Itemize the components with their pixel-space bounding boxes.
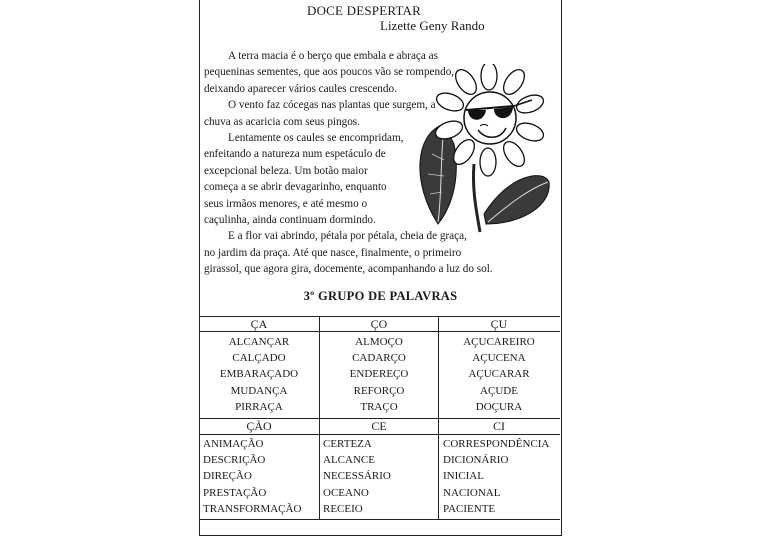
text-line: deixando aparecer vários caules crescendo.	[204, 82, 397, 95]
list-item: DESCRIÇÃO	[203, 454, 266, 467]
list-item: TRANSFORMAÇÃO	[203, 502, 302, 515]
story-author: Lizette Geny Rando	[380, 18, 485, 33]
list-item: AÇUCAREIRO	[463, 336, 535, 348]
sunflower-with-sunglasses-icon	[414, 64, 554, 234]
text-line: A terra macia é o berço que embala e abraça as	[228, 50, 438, 62]
text-line: caçulinha, ainda continuam dormindo.	[204, 214, 376, 227]
list-item: DICIONÁRIO	[443, 454, 509, 467]
column-header: ÇU	[490, 317, 508, 331]
text-line: girassol, que agora gira, docemente, acompanhando a luz do sol.	[204, 263, 493, 276]
list-item: PRESTAÇÃO	[203, 486, 267, 499]
list-item: ALMOÇO	[355, 336, 403, 348]
list-item: DIREÇÃO	[203, 470, 252, 483]
list-item: CALÇADO	[232, 352, 286, 365]
text-line: seus irmãos menores, e até mesmo o	[204, 197, 368, 210]
list-item: RECEIO	[323, 502, 363, 515]
list-item: NECESSÁRIO	[323, 470, 391, 483]
word-list	[440, 436, 558, 517]
list-item: INICIAL	[443, 470, 484, 483]
word-list	[320, 436, 438, 517]
list-item: MUDANÇA	[230, 384, 288, 397]
text-line: O vento faz cócegas nas plantas que surgem, a	[228, 99, 436, 112]
text-line: excepcional beleza. Um botão maior	[204, 164, 368, 177]
word-list	[200, 334, 318, 415]
list-item: TRAÇO	[360, 400, 398, 413]
column-header: ÇÃO	[246, 419, 272, 433]
column-header: ÇO	[370, 317, 388, 331]
worksheet-page	[199, 0, 562, 536]
list-item: AÇUCARAR	[468, 368, 530, 381]
list-item: CERTEZA	[323, 438, 372, 450]
text-line: começa a se abrir devagarinho, enquanto	[204, 181, 387, 194]
list-item: AÇUDE	[480, 384, 518, 397]
word-group-title: 3º GRUPO DE PALAVRAS	[303, 289, 458, 303]
list-item: DOÇURA	[475, 400, 523, 413]
list-item: AÇUCENA	[472, 352, 526, 365]
list-item: NACIONAL	[443, 486, 501, 499]
text-line: enfeitando a natureza num espetáculo de	[204, 148, 386, 161]
list-item: ALCANÇAR	[228, 336, 290, 348]
text-line: Lentamente os caules se encompridam,	[228, 132, 404, 145]
header-divider	[200, 434, 560, 435]
column-header: CE	[371, 419, 387, 433]
list-item: ENDEREÇO	[349, 368, 409, 381]
text-line: no jardim da praça. Até que nasce, finalmente, o primeiro	[204, 246, 462, 259]
column-header: CI	[493, 419, 505, 433]
column-header: ÇA	[250, 317, 268, 331]
list-item: REFORÇO	[353, 384, 405, 397]
text-line: E a flor vai abrindo, pétala por pétala, cheia de graça,	[228, 230, 467, 243]
list-item: ANIMAÇÃO	[203, 438, 264, 450]
word-list	[200, 436, 318, 517]
list-item: CORRESPONDÊNCIA	[443, 438, 550, 450]
word-list	[320, 334, 438, 415]
list-item: PIRRAÇA	[235, 400, 283, 413]
text-line: chuva as acaricia com seus pingos.	[204, 115, 360, 128]
list-item: EMBARAÇADO	[219, 368, 299, 381]
list-item: ALCANCE	[323, 454, 375, 467]
list-item: CADARÇO	[352, 352, 406, 365]
word-table	[200, 316, 560, 520]
word-list	[440, 334, 558, 415]
list-item: OCEANO	[323, 486, 369, 499]
story-title: DOCE DESPERTAR	[307, 3, 422, 18]
text-line: pequeninas sementes, que aos poucos vão se rompendo,	[204, 66, 455, 79]
list-item: PACIENTE	[443, 502, 496, 515]
